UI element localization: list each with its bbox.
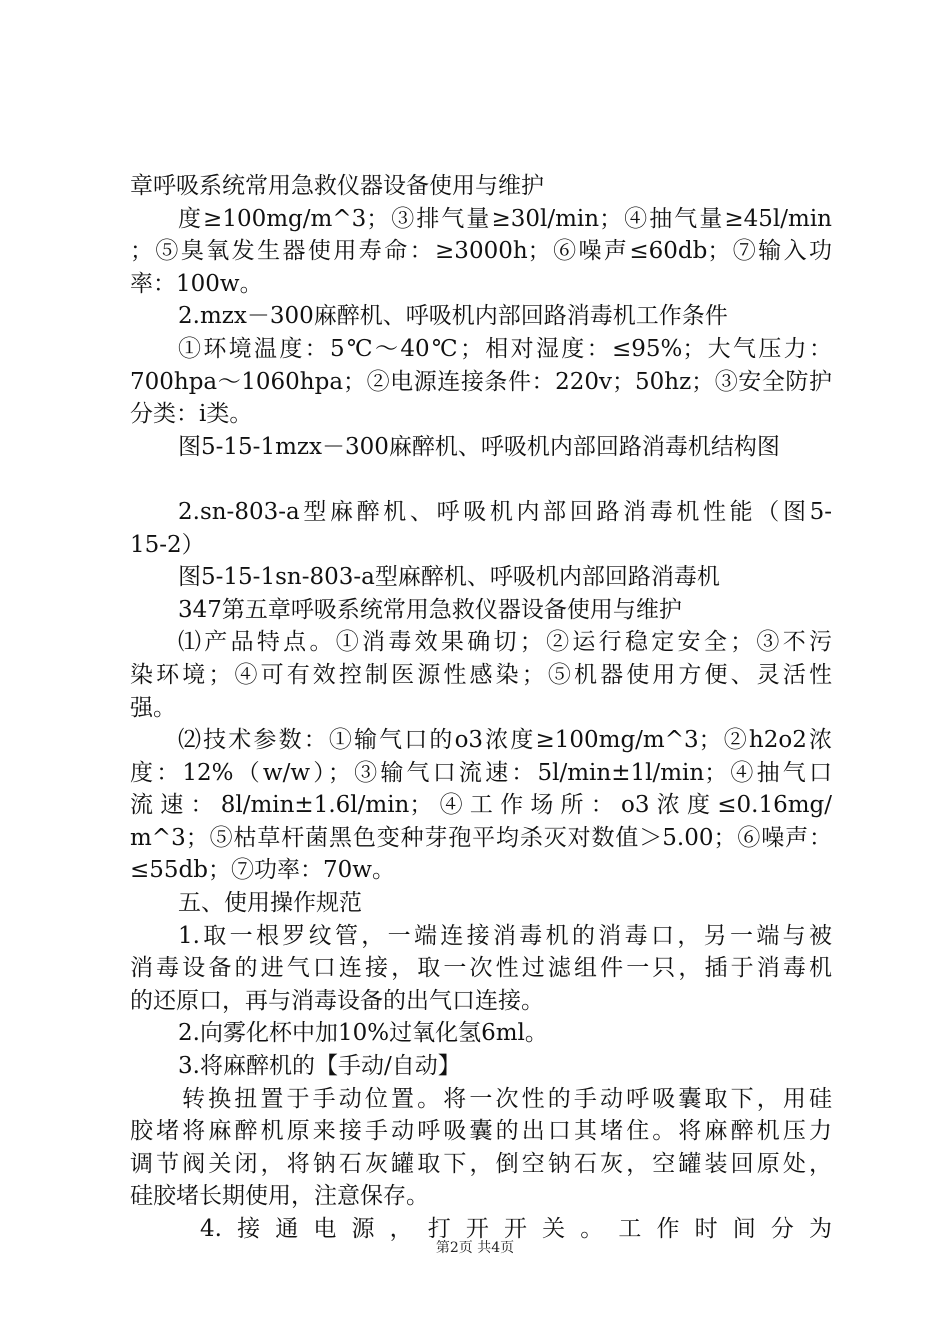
blank-line (130, 463, 832, 496)
text-line: 率：100w。 (130, 270, 263, 297)
text-line: 2.sn-803-a型麻醉机、呼吸机内部回路消毒机性能（图5- (178, 498, 832, 525)
text-line: 染环境；④可有效控制医源性感染；⑤机器使用方便、灵活性 (130, 661, 832, 688)
text-line: 转换扭置于手动位置。将一次性的手动呼吸囊取下，用硅 (182, 1085, 832, 1112)
text-line: 图5-15-1sn-803-a型麻醉机、呼吸机内部回路消毒机 (178, 564, 720, 591)
text-line: 15-2） (130, 531, 205, 558)
text-line: 347第五章呼吸系统常用急救仪器设备使用与维护 (178, 596, 682, 623)
text-line: ⑴产品特点。①消毒效果确切；②运行稳定安全；③不污 (178, 629, 832, 656)
text-line: 分类：i类。 (130, 401, 253, 428)
text-line: 2.mzx－300麻醉机、呼吸机内部回路消毒机工作条件 (178, 303, 728, 330)
text-line: 硅胶堵长期使用，注意保存。 (130, 1183, 429, 1210)
text-line: 2.向雾化杯中加10%过氧化氢6ml。 (178, 1020, 548, 1047)
text-line: 胶堵将麻醉机原来接手动呼吸囊的出口其堵住。将麻醉机压力 (130, 1118, 832, 1145)
text-line: ⑵技术参数：①输气口的o3浓度≥100mg/m^3；②h2o2浓 (178, 727, 832, 754)
text-line: ；⑤臭氧发生器使用寿命：≥3000h；⑥噪声≤60db；⑦输入功 (130, 238, 832, 265)
text-line: 1.取一根罗纹管，一端连接消毒机的消毒口，另一端与被 (178, 922, 832, 949)
section-heading: 五、使用操作规范 (178, 890, 362, 917)
text-line: 流速：8l/min±1.6l/min；④工作场所：o3浓度≤0.16mg/ (130, 792, 832, 819)
text-line: 3.将麻醉机的【手动/自动】 (178, 1053, 461, 1080)
page-number-footer: 第2页 共4页 (435, 1240, 515, 1256)
document-body (130, 170, 832, 1246)
text-line: 调节阀关闭，将钠石灰罐取下，倒空钠石灰，空罐装回原处， (130, 1150, 832, 1177)
text-line: ①环境温度：5℃～40℃；相对湿度：≤95%；大气压力： (178, 335, 832, 362)
text-line: 的还原口，再与消毒设备的出气口连接。 (130, 987, 544, 1014)
text-line: 700hpa～1060hpa；②电源连接条件：220v；50hz；③安全防护 (130, 368, 832, 395)
text-line: 图5-15-1mzx－300麻醉机、呼吸机内部回路消毒机结构图 (178, 433, 780, 460)
text-line: 度：12%（w/w）；③输气口流速：5l/min±1l/min；④抽气口 (130, 759, 832, 786)
text-line: 章呼吸系统常用急救仪器设备使用与维护 (130, 173, 544, 199)
text-line: 4.接通电源，打开开关。工作时间分为 (200, 1216, 832, 1242)
text-line: 强。 (130, 694, 176, 721)
text-line: ≤55db；⑦功率：70w。 (130, 857, 395, 884)
text-line: m^3；⑤枯草杆菌黑色变种芽孢平均杀灭对数值＞5.00；⑥噪声： (130, 824, 832, 851)
text-line: 度≥100mg/m^3；③排气量≥30l/min；④抽气量≥45l/min (178, 205, 832, 232)
text-line: 消毒设备的进气口连接，取一次性过滤组件一只，插于消毒机 (130, 955, 832, 982)
